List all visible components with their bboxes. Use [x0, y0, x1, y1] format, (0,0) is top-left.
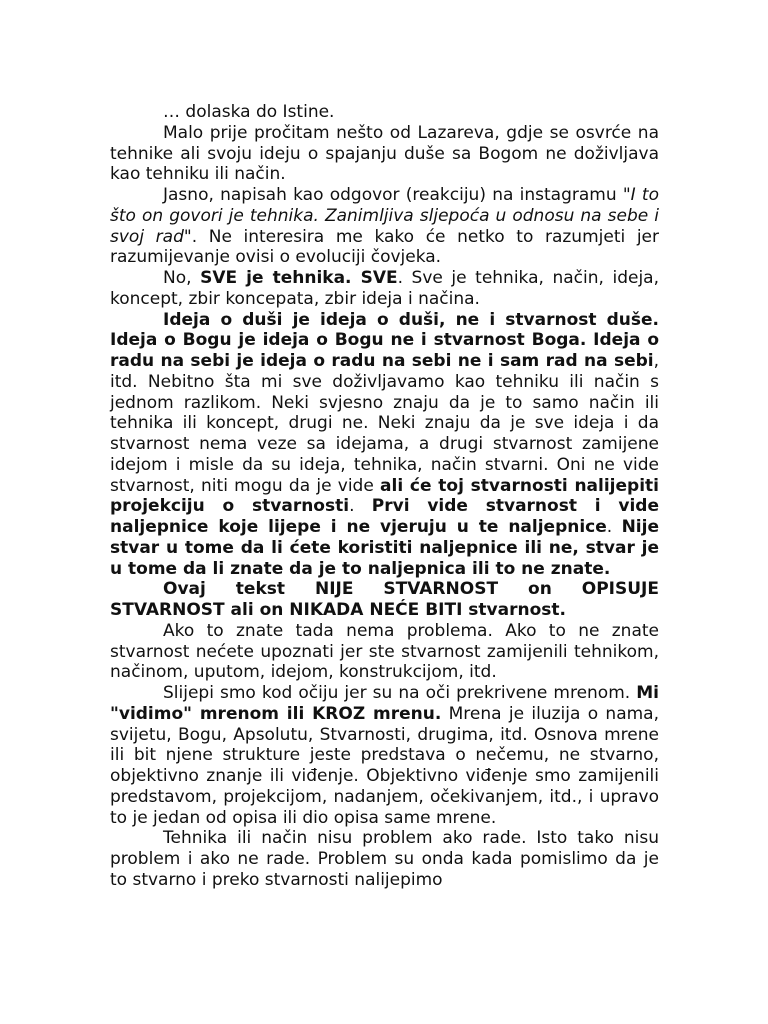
paragraph: [110, 310, 659, 580]
paragraph: [110, 268, 659, 310]
paragraph: [110, 185, 659, 268]
text-run: ". Ne interesira me kako će netko to razumjeti jer razumijevanje ovisi o evoluciji čovjeka.: [110, 226, 659, 268]
text-run: Jasno, napisah kao odgovor (reakciju) na instagramu ": [163, 185, 631, 205]
paragraph: [110, 683, 659, 828]
text-run: , itd. Nebitno šta mi sve doživljavamo kao tehniku ili način s jednom razlikom. Neki svjesno znaju da je to samo način ili tehnika ili koncept, drugi ne. Neki znaju da je sve ideja i da stvarnost nema veze sa idejama, a drugi stvarnost zamijene idejom i misle da su ideja, tehnika, način stvarni. Oni ne vide stvarnost, niti mogu da je vide: [110, 351, 659, 496]
bold-text: Nije stvar u tome da li ćete koristiti naljepnice ili ne, stvar je u tome da li znate da je to naljepnica ili to ne znate.: [110, 517, 659, 579]
bold-text: ali će toj stvarnosti nalijepiti projekciju o stvarnosti: [110, 475, 659, 517]
paragraph: [110, 828, 659, 890]
paragraph: [110, 579, 659, 621]
text-run: .: [606, 517, 622, 537]
text-run: . Sve je tehnika, način, ideja, koncept, zbir koncepata, zbir ideja i načina.: [110, 268, 659, 309]
text-run: Slijepi smo kod očiju jer su na oči prekrivene mrenom.: [163, 683, 637, 703]
paragraph: [110, 621, 659, 683]
text-run: Malo prije pročitam nešto od Lazareva, gdje se osvrće na tehnike ali svoju ideju o spajanju duše sa Bogom ne doživljava kao tehniku ili način.: [110, 122, 659, 185]
text-run: … dolaska do Istine.: [163, 102, 335, 122]
text-run: Ako to znate tada nema problema. Ako to ne znate stvarnost nećete upoznati jer ste stvarnost zamijenili tehnikom, načinom, uputom, idejom, konstrukcijom, itd.: [110, 620, 659, 683]
italic-quote: I to što on govori je tehnika. Zanimljiva sljepoća u odnosu na sebe i svoj rad: [110, 185, 659, 247]
paragraph: [110, 123, 659, 185]
document-page: [110, 102, 659, 891]
bold-text: Ovaj tekst NIJE STVARNOST on OPISUJE STVARNOST ali on NIKADA NEĆE BITI stvarnost.: [110, 579, 659, 620]
bold-text: Prvi vide stvarnost i vide naljepnice koje lijepe i ne vjeruju u te naljepnice: [110, 496, 659, 537]
text-run: Tehnika ili način nisu problem ako rade. Isto tako nisu problem i ako ne rade. Problem su onda kada pomislimo da je to stvarno i preko stvarnosti nalijepimo: [110, 828, 659, 890]
bold-text: Ideja o duši je ideja o duši, ne i stvarnost duše. Ideja o Bogu je ideja o Bogu ne i stvarnost Boga. Ideja o radu na sebi je ideja o radu na sebi ne i sam rad na sebi: [110, 309, 659, 371]
paragraph: [110, 102, 659, 123]
text-run: Mrena je iluzija o nama, svijetu, Bogu, Apsolutu, Stvarnosti, drugima, itd. Osnova mrene ili bit njene strukture jeste predstava o nečemu, ne stvarno, objektivno znanje ili viđenje. Objektivno viđenje smo zamijenili predstavom, projekcijom, nadanjem, očekivanjem, itd., i upravo to je jedan od opisa ili dio opisa same mrene.: [110, 703, 659, 828]
bold-text: Mi "vidimo" mrenom ili KROZ mrenu.: [110, 683, 659, 724]
bold-text: SVE je tehnika. SVE: [200, 268, 398, 288]
text-run: .: [349, 496, 372, 517]
text-run: No,: [163, 268, 201, 288]
